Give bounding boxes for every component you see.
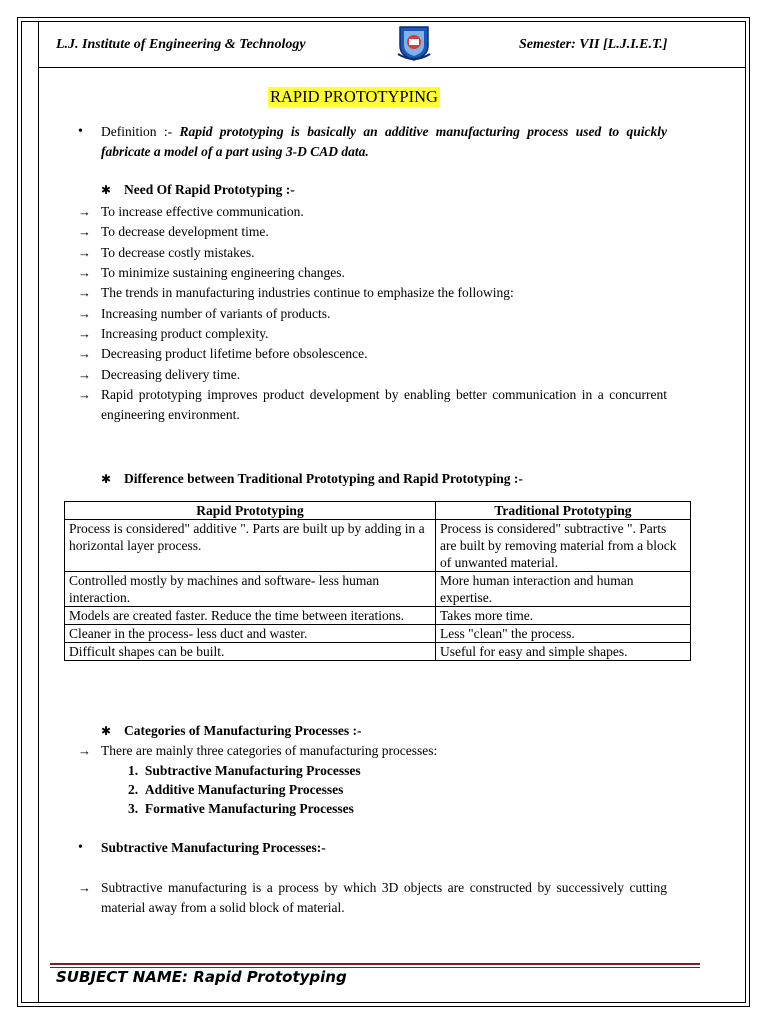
arrow-icon: →: [78, 265, 91, 280]
subtractive-heading: Subtractive Manufacturing Processes:-: [101, 840, 326, 855]
arrow-icon: →: [78, 387, 91, 402]
need-item: Decreasing delivery time.: [101, 367, 241, 382]
list-number: 2.: [128, 782, 145, 797]
bullet-icon: •: [78, 840, 83, 855]
table-header-row: [65, 502, 691, 520]
categories-intro: There are mainly three categories of manufacturing processes:: [101, 743, 438, 758]
arrow-icon: →: [78, 326, 91, 341]
definition-label: Definition :-: [101, 124, 180, 139]
table-cell: More human interaction and human expertise.: [436, 572, 691, 607]
need-item: Increasing product complexity.: [101, 326, 269, 341]
table-row: [65, 572, 691, 607]
need-item: Rapid prototyping improves product development by enabling better communication in a concurrent engineering environment.: [101, 387, 667, 422]
arrow-icon: →: [78, 306, 91, 321]
need-item: To decrease costly mistakes.: [101, 245, 255, 260]
arrow-icon: →: [78, 245, 91, 260]
arrow-icon: →: [78, 285, 91, 300]
table-cell: Process is considered" subtractive ". Parts are built by removing material from a block of unwanted material.: [436, 520, 691, 572]
arrow-icon: →: [78, 346, 91, 361]
category-list-item: [128, 799, 354, 818]
category-name: Additive Manufacturing Processes: [144, 782, 344, 797]
bullet-icon: •: [78, 124, 83, 139]
need-item: To decrease development time.: [101, 224, 269, 239]
table-row: [65, 625, 691, 643]
category-name: Subtractive Manufacturing Processes: [144, 763, 361, 778]
need-item: Increasing number of variants of products.: [101, 306, 331, 321]
institute-seal-icon: [396, 24, 432, 62]
column-header: Rapid Prototyping: [65, 502, 436, 520]
need-item: To minimize sustaining engineering changes.: [101, 265, 345, 280]
table-cell: Controlled mostly by machines and software- less human interaction.: [65, 572, 436, 607]
column-header: Traditional Prototyping: [436, 502, 691, 520]
need-heading: Need Of Rapid Prototyping :-: [124, 182, 295, 197]
table-cell: Models are created faster. Reduce the time between iterations.: [65, 607, 436, 625]
semester-label: Semester: VII [L.J.I.E.T.]: [519, 37, 668, 52]
arrow-icon: →: [78, 367, 91, 382]
comparison-table: [64, 501, 691, 661]
definition-paragraph: [101, 122, 667, 162]
footer-subject: SUBJECT NAME: Rapid Prototyping: [56, 968, 347, 986]
institute-name: L.J. Institute of Engineering & Technology: [56, 37, 306, 52]
difference-heading: Difference between Traditional Prototyping and Rapid Prototyping :-: [124, 471, 523, 486]
table-cell: Difficult shapes can be built.: [65, 643, 436, 661]
list-number: 3.: [128, 801, 145, 816]
arrow-icon: →: [78, 204, 91, 219]
table-cell: Process is considered" additive ". Parts are built up by adding in a horizontal layer process.: [65, 520, 436, 572]
need-item: To increase effective communication.: [101, 204, 304, 219]
table-cell: Less "clean" the process.: [436, 625, 691, 643]
list-number: 1.: [128, 763, 145, 778]
category-name: Formative Manufacturing Processes: [144, 801, 354, 816]
table-cell: Cleaner in the process- less duct and waster.: [65, 625, 436, 643]
categories-heading: Categories of Manufacturing Processes :-: [124, 723, 362, 738]
subtractive-paragraph: Subtractive manufacturing is a process by which 3D objects are constructed by successively cutting material away from a solid block of material.: [101, 880, 667, 915]
table-row: [65, 607, 691, 625]
star-bullet-icon: ✱: [101, 472, 112, 486]
table-cell: Useful for easy and simple shapes.: [436, 643, 691, 661]
star-bullet-icon: ✱: [101, 183, 112, 197]
definition-text: Rapid prototyping is basically an additive manufacturing process used to quickly fabricate a model of a part using 3-D CAD data.: [101, 124, 667, 159]
footer-rule: [50, 963, 700, 965]
table-row: [65, 520, 691, 572]
page-title: RAPID PROTOTYPING: [270, 87, 438, 106]
table-row: [65, 643, 691, 661]
need-item: Decreasing product lifetime before obsolescence.: [101, 346, 368, 361]
arrow-icon: →: [78, 743, 91, 758]
category-list-item: [128, 761, 361, 780]
arrow-icon: →: [78, 880, 91, 895]
category-list-item: [128, 780, 343, 799]
star-bullet-icon: ✱: [101, 724, 112, 738]
table-cell: Takes more time.: [436, 607, 691, 625]
arrow-icon: →: [78, 224, 91, 239]
need-item: The trends in manufacturing industries continue to emphasize the following:: [101, 285, 514, 300]
